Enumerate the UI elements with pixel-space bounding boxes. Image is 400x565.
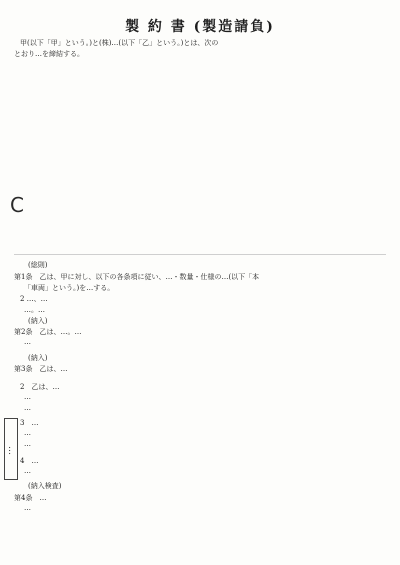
article-heading: (納入検査) <box>28 482 62 490</box>
article-line: 第3条 乙は、… <box>14 365 68 373</box>
article-line: 「車両」という。)を…する。 <box>24 284 115 292</box>
article-line: 第1条 乙は、甲に対し、以下の各条項に従い、…・数量・仕様の…(以下「本 <box>14 273 260 281</box>
document-title: 製 約 書 (製造請負) <box>125 19 275 35</box>
article-heading: (納入) <box>28 317 48 325</box>
article-line: … <box>24 338 31 346</box>
article-line: … <box>24 429 31 437</box>
article-line: 3 … <box>20 419 39 427</box>
article-line: 2 乙は、… <box>20 383 60 391</box>
article-line: 2 …、… <box>20 295 48 303</box>
article-line: … <box>24 393 31 401</box>
article-heading: (納入) <box>28 354 48 362</box>
article-line: 第4条 … <box>14 494 47 502</box>
article-line: 4 … <box>20 457 39 465</box>
article-line: … <box>24 467 31 475</box>
article-line: … <box>24 504 31 512</box>
article-line: …。… <box>24 306 45 314</box>
article-line: … <box>24 440 31 448</box>
article-line: 第2条 乙は、…。… <box>14 328 82 336</box>
intro-line-2: とおり…を締結する。 <box>14 50 84 58</box>
intro-line-1: 甲(以下「甲」という。)と(株)…(以下「乙」という。)とは、次の <box>20 39 219 47</box>
margin-seal: … <box>4 418 18 480</box>
binder-hole-icon: C <box>10 193 24 217</box>
section-divider <box>14 254 386 255</box>
section-heading: (総則) <box>28 261 48 269</box>
article-line: … <box>24 404 31 412</box>
